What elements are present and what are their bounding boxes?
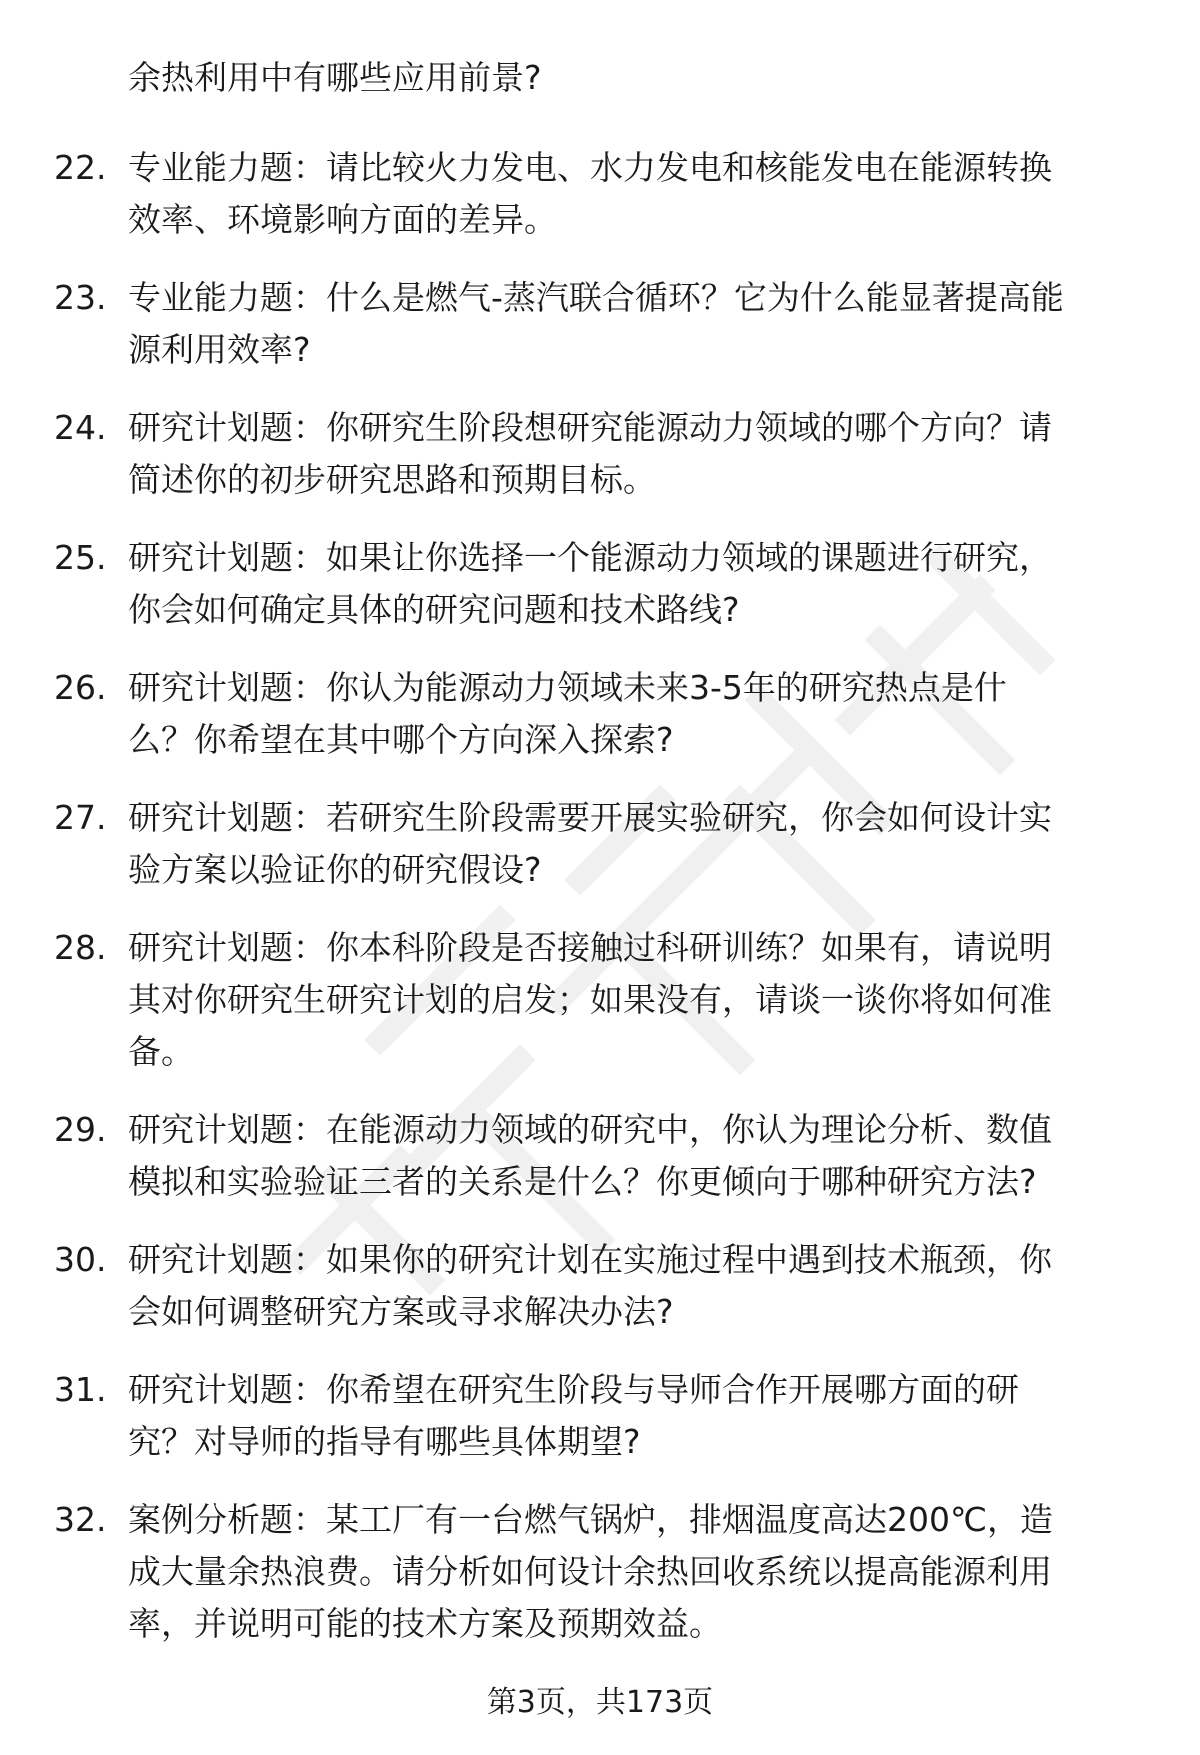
question-line: 备。 xyxy=(128,1032,194,1071)
question-line: 研究计划题：如果让你选择一个能源动力领域的课题进行研究， xyxy=(128,538,1052,577)
question-number: 27. xyxy=(54,798,107,837)
list-item xyxy=(0,1104,1200,1208)
list-item xyxy=(0,532,1200,636)
list-item xyxy=(0,1494,1200,1650)
question-line: 验方案以验证你的研究假设? xyxy=(128,850,542,889)
list-item xyxy=(0,1234,1200,1338)
question-number: 26. xyxy=(54,668,107,707)
question-number: 22. xyxy=(54,148,107,187)
question-number: 30. xyxy=(54,1240,107,1279)
list-item xyxy=(0,1364,1200,1468)
question-line: 案例分析题：某工厂有一台燃气锅炉，排烟温度高达200℃，造 xyxy=(128,1500,1054,1539)
question-number: 24. xyxy=(54,408,107,447)
question-text xyxy=(128,922,1158,1078)
question-text xyxy=(128,532,1158,636)
question-line: 模拟和实验验证三者的关系是什么？你更倾向于哪种研究方法? xyxy=(128,1162,1037,1201)
question-number: 28. xyxy=(54,928,107,967)
question-line: 源利用效率? xyxy=(128,330,311,369)
question-text xyxy=(128,792,1158,896)
question-text xyxy=(128,1494,1158,1650)
question-number: 25. xyxy=(54,538,107,577)
question-line: 研究计划题：你认为能源动力领域未来3-5年的研究热点是什 xyxy=(128,668,1007,707)
question-number: 23. xyxy=(54,278,107,317)
question-list xyxy=(0,142,1200,1676)
question-line: 么？你希望在其中哪个方向深入探索? xyxy=(128,720,674,759)
page-footer: 第3页，共173页 xyxy=(486,1685,714,1720)
question-text xyxy=(128,1104,1158,1208)
question-line: 专业能力题：什么是燃气-蒸汽联合循环？它为什么能显著提高能 xyxy=(128,278,1064,317)
question-line: 成大量余热浪费。请分析如何设计余热回收系统以提高能源利用 xyxy=(128,1552,1052,1591)
question-line: 其对你研究生研究计划的启发；如果没有，请谈一谈你将如何准 xyxy=(128,980,1052,1019)
continuation-text: 余热利用中有哪些应用前景? xyxy=(128,58,542,97)
list-item xyxy=(0,142,1200,246)
question-text xyxy=(128,402,1158,506)
list-item xyxy=(0,402,1200,506)
question-number: 32. xyxy=(54,1500,107,1539)
question-text xyxy=(128,1234,1158,1338)
question-text xyxy=(128,1364,1158,1468)
list-item xyxy=(0,662,1200,766)
question-line: 研究计划题：若研究生阶段需要开展实验研究，你会如何设计实 xyxy=(128,798,1052,837)
question-line: 究？对导师的指导有哪些具体期望? xyxy=(128,1422,641,1461)
question-line: 会如何调整研究方案或寻求解决办法? xyxy=(128,1292,674,1331)
question-number: 29. xyxy=(54,1110,107,1149)
question-line: 率，并说明可能的技术方案及预期效益。 xyxy=(128,1604,722,1643)
list-item xyxy=(0,272,1200,376)
question-text xyxy=(128,142,1158,246)
question-line: 你会如何确定具体的研究问题和技术路线? xyxy=(128,590,740,629)
question-text xyxy=(128,272,1158,376)
question-line: 研究计划题：你本科阶段是否接触过科研训练？如果有，请说明 xyxy=(128,928,1052,967)
question-line: 研究计划题：你研究生阶段想研究能源动力领域的哪个方向？请 xyxy=(128,408,1052,447)
question-line: 研究计划题：你希望在研究生阶段与导师合作开展哪方面的研 xyxy=(128,1370,1019,1409)
question-line: 研究计划题：如果你的研究计划在实施过程中遇到技术瓶颈，你 xyxy=(128,1240,1052,1279)
question-line: 研究计划题：在能源动力领域的研究中，你认为理论分析、数值 xyxy=(128,1110,1052,1149)
list-item xyxy=(0,922,1200,1078)
question-line: 专业能力题：请比较火力发电、水力发电和核能发电在能源转换 xyxy=(128,148,1052,187)
question-text xyxy=(128,662,1158,766)
question-number: 31. xyxy=(54,1370,107,1409)
question-line: 简述你的初步研究思路和预期目标。 xyxy=(128,460,656,499)
question-line: 效率、环境影响方面的差异。 xyxy=(128,200,557,239)
list-item xyxy=(0,792,1200,896)
